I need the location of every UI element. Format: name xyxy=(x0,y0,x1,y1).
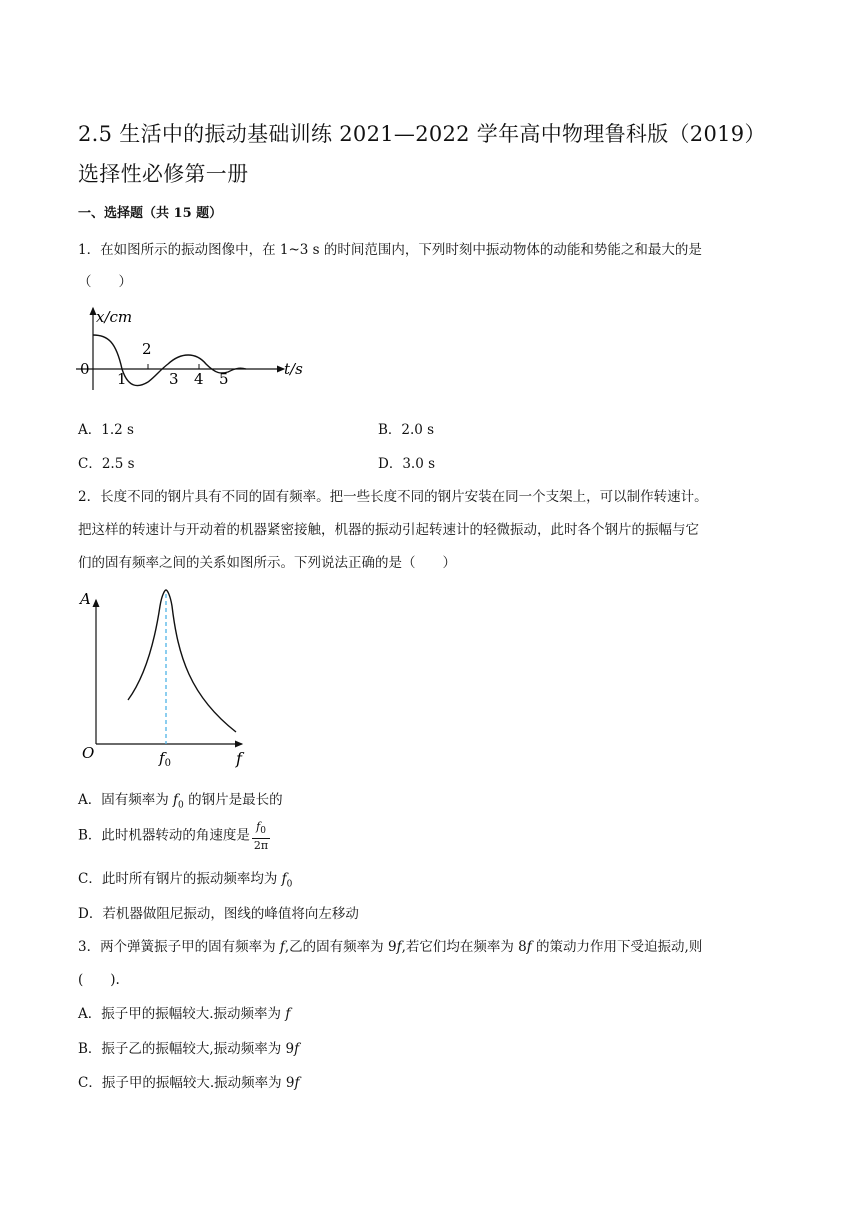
q1-tick-2: 2 xyxy=(142,340,152,358)
q1-tick-5: 5 xyxy=(219,370,229,388)
q1-vibration-graph xyxy=(76,302,316,398)
q2-stem-line1: 2．长度不同的钢片具有不同的固有频率。把一些长度不同的钢片安装在同一个支架上，可以制作转速计。 xyxy=(78,489,708,505)
q1-option-b[interactable]: B．2.0 s xyxy=(378,422,435,438)
q3-option-a[interactable]: A．振子甲的振幅较大.振动频率为 f xyxy=(78,1006,291,1022)
q1-origin-label: 0 xyxy=(80,360,90,378)
q1-tick-1: 1 xyxy=(117,370,127,388)
q1-stem-line2: （ ） xyxy=(78,274,132,290)
q2-x-label: f xyxy=(236,749,242,768)
q3-option-b[interactable]: B．振子乙的振幅较大,振动频率为 9f xyxy=(78,1041,300,1057)
q2-resonance-curve xyxy=(128,590,236,732)
q3-stem-line2: ( ). xyxy=(78,972,120,988)
q1-stem-line1: 1．在如图所示的振动图像中，在 1~3 s 的时间范围内，下列时刻中振动物体的动能和势能之和最大的是 xyxy=(78,242,702,258)
q2-option-a[interactable]: A．固有频率为 $f_0$ 的钢片是最长的 xyxy=(78,792,283,811)
document-title-line1: 2.5 生活中的振动基础训练 2021—2022 学年高中物理鲁科版（2019） xyxy=(78,122,766,146)
q1-option-d[interactable]: D．3.0 s xyxy=(378,456,436,472)
q2-resonance-graph xyxy=(78,586,258,771)
q2-option-d[interactable]: D．若机器做阻尼振动，图线的峰值将向左移动 xyxy=(78,906,359,922)
section-heading: 一、选择题（共 15 题） xyxy=(78,206,223,221)
q2-f0-label: $f_0$ xyxy=(159,749,171,769)
q3-option-c[interactable]: C．振子甲的振幅较大.振动频率为 9f xyxy=(78,1075,300,1091)
q2-origin-label: O xyxy=(82,744,95,762)
document-title-line2: 选择性必修第一册 xyxy=(78,162,249,186)
q2-y-label: A xyxy=(80,590,91,608)
q1-option-c[interactable]: C．2.5 s xyxy=(78,456,135,472)
q3-stem-line1: 3．两个弹簧振子甲的固有频率为 f,乙的固有频率为 9f,若它们均在频率为 8f 的策动力作用下受迫振动,则 xyxy=(78,939,703,955)
q2-stem-line2: 把这样的转速计与开动着的机器紧密接触，机器的振动引起转速计的轻微振动，此时各个钢片的振幅与它 xyxy=(78,522,699,538)
q1-tick-3: 3 xyxy=(169,370,179,388)
q1-y-label: x/cm xyxy=(96,308,133,326)
q2-stem-line3: 们的固有频率之间的关系如图所示。下列说法正确的是（ ） xyxy=(78,555,456,571)
q1-option-a[interactable]: A．1.2 s xyxy=(78,422,134,438)
q2-option-b[interactable]: B．此时机器转动的角速度是 $\frac{f_0}{2\pi}$ xyxy=(78,820,269,853)
q1-tick-4: 4 xyxy=(194,370,204,388)
omega-fraction: $\frac{f_0}{2\pi}$ xyxy=(253,820,269,853)
q1-x-label: t/s xyxy=(284,360,303,378)
q2-option-c[interactable]: C．此时所有钢片的振动频率均为 $f_0$ xyxy=(78,871,293,890)
